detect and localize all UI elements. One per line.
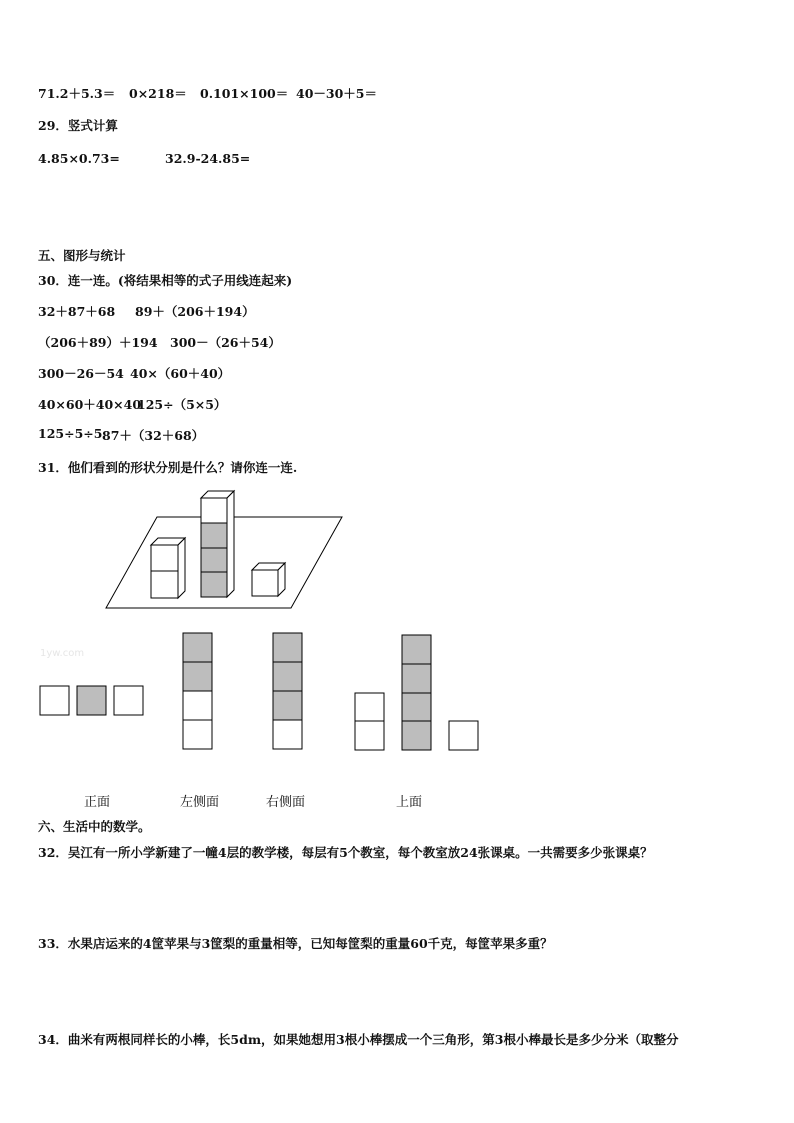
caption-left-side: 左侧面 xyxy=(180,795,220,810)
q29-title: 29．竖式计算 xyxy=(38,118,118,133)
q30-right-2: 300－（26＋54） xyxy=(170,335,281,350)
top-expr-4: 40－30＋5＝ xyxy=(296,86,377,101)
watermark: 1yw.com xyxy=(40,648,85,659)
q30-right-5: 87＋（32＋68） xyxy=(102,428,205,443)
q29-expr-1: 4.85×0.73= xyxy=(38,151,120,166)
top-view-option xyxy=(355,635,478,750)
q33-text: 33．水果店运来的4筐苹果与3筐梨的重量相等，已知每筐梨的重量60千克，每筐苹果多重？ xyxy=(38,936,553,951)
q30-left-1: 32＋87＋68 xyxy=(38,304,116,319)
q30-right-1: 89＋（206＋194） xyxy=(135,304,255,319)
top-expr-2: 0×218＝ xyxy=(129,86,187,101)
q30-title: 30．连一连。(将结果相等的式子用线连起来) xyxy=(38,273,293,288)
q30-left-5: 125÷5÷5 xyxy=(38,426,103,441)
section6-heading: 六、生活中的数学。 xyxy=(38,819,151,834)
q32-text: 32．吴江有一所小学新建了一幢4层的教学楼，每层有5个教室，每个教室放24张课桌。一共需要多少张课桌？ xyxy=(38,845,653,860)
single-cube xyxy=(252,563,285,596)
caption-top: 上面 xyxy=(396,795,423,810)
q29-expr-2: 32.9-24.85= xyxy=(165,151,251,166)
caption-front: 正面 xyxy=(84,795,111,810)
q30-left-3: 300－26－54 xyxy=(38,366,124,381)
q30-left-2: （206＋89）＋194 xyxy=(38,335,158,350)
top-expr-1: 71.2＋5.3＝ xyxy=(38,86,116,101)
front-view-option xyxy=(40,686,143,715)
caption-right-side: 右侧面 xyxy=(266,795,306,810)
q34-text: 34．曲米有两根同样长的小棒，长5dm，如果她想用3根小棒摆成一个三角形，第3根小棒最长是多少分米（取整分 xyxy=(38,1032,679,1047)
section5-heading: 五、图形与统计 xyxy=(38,248,126,263)
q30-right-3: 40×（60＋40） xyxy=(130,366,231,381)
top-expr-3: 0.101×100＝ xyxy=(200,86,289,101)
right-side-view-option xyxy=(273,633,302,749)
q31-title: 31．他们看到的形状分别是什么？请你连一连. xyxy=(38,460,298,475)
left-cube-stack xyxy=(151,538,185,598)
q30-right-4: 125÷（5×5） xyxy=(137,397,227,412)
tall-cube-stack xyxy=(201,491,234,597)
q30-left-4: 40×60＋40×40 xyxy=(38,397,142,412)
left-side-view-option xyxy=(183,633,212,749)
